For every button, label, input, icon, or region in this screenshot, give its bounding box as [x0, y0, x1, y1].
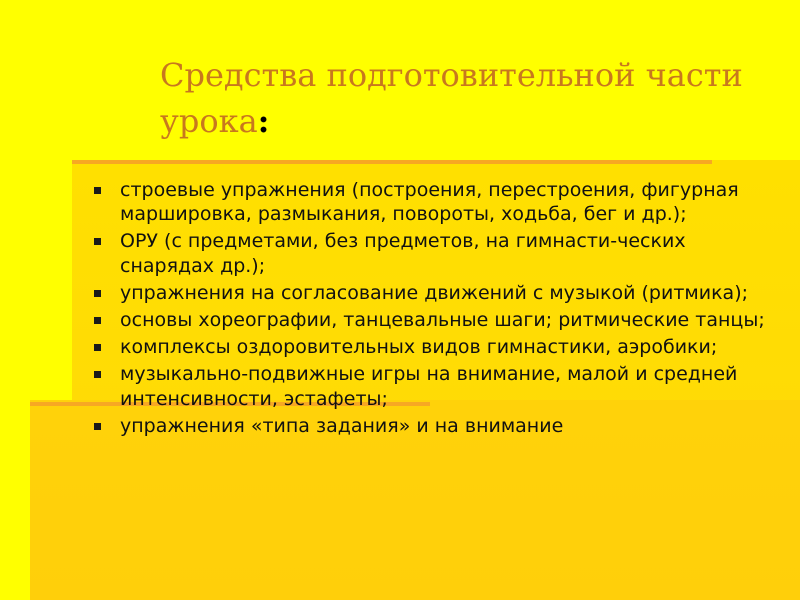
top-divider	[72, 160, 712, 164]
list-item	[92, 229, 782, 277]
slide-title	[160, 52, 760, 145]
list-item-text: строевые упражнения (построения, перестроения, фигурная маршировка, размыкания, повороты, ходьба, бег и др.);	[120, 179, 739, 226]
list-item	[92, 308, 782, 332]
list-item	[92, 335, 782, 359]
square-bullet-icon	[94, 371, 101, 378]
square-bullet-icon	[94, 317, 101, 324]
square-bullet-icon	[94, 238, 101, 245]
list-item-text: музыкально-подвижные игры на внимание, малой и средней интенсивности, эстафеты;	[120, 363, 738, 410]
square-bullet-icon	[94, 187, 101, 194]
list-item	[92, 362, 782, 410]
bullet-list	[92, 178, 782, 441]
list-item-text: упражнения «типа задания» и на внимание	[120, 414, 564, 437]
list-item-text: комплексы оздоровительных видов гимнастики, аэробики;	[120, 336, 718, 359]
slide-title-colon: :	[257, 102, 270, 141]
list-item-text: ОРУ (с предметами, без предметов, на гимнасти-ческих снарядах др.);	[120, 230, 686, 277]
list-item	[92, 414, 782, 438]
list-item-text: упражнения на согласование движений с музыкой (ритмика);	[120, 281, 749, 304]
slide-title-text: Средства подготовительной части урока	[160, 56, 743, 141]
square-bullet-icon	[94, 290, 101, 297]
list-item-text: основы хореографии, танцевальные шаги; ритмические танцы;	[120, 309, 765, 332]
square-bullet-icon	[94, 344, 101, 351]
list-item	[92, 178, 782, 226]
list-item	[92, 281, 782, 305]
square-bullet-icon	[94, 423, 101, 430]
